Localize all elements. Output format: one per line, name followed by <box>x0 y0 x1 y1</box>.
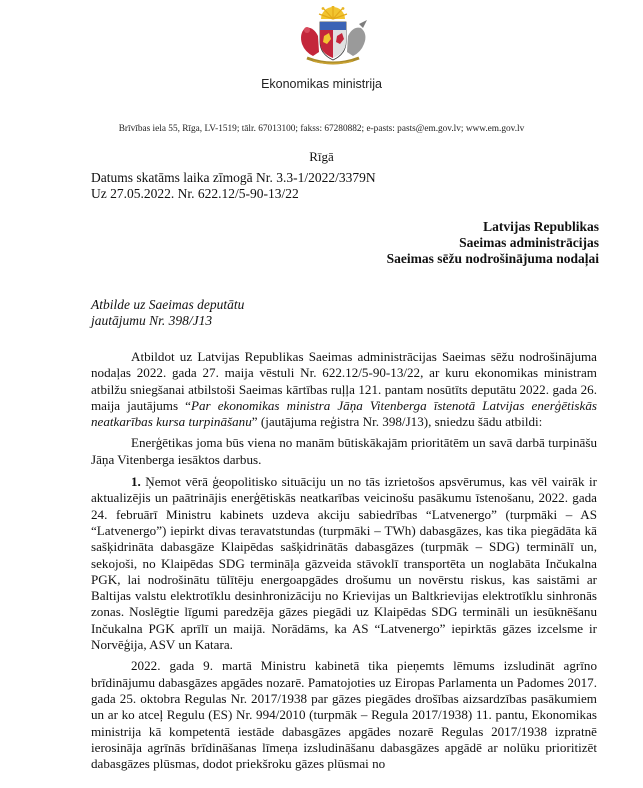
paragraph-1: 1. Ņemot vērā ģeopolitisko situāciju un no tās izrietošos apsvērumus, kas vēl vairāk ir aktualizējis un paātrinājis enerģētiskās neatkarības veicinošu pasākumu īstenošanu, 2022. gada 24. februārī Ministru kabinets uzdeva akciju sabiedrības “Latvenergo” (turpmāki – AS “Latvenergo”) iepirkt divas teravatstundas (turpmāki – TWh) dabasgāzes, kas tika piegādāta kā sašķidrināta dabasgāze Klaipēdas sašķidrinātās dabasgāzes (turpmāk – SDG) terminālī un, sekojoši, no Klaipēdas SDG termināļa gāzveida stāvoklī transportēta un noglabāta Inčukalna PGK, lai nodrošinātu tūlītēju energoapgādes drošumu un novērstu riskus, kas saistāmi ar Baltijas valstu elektrotīklu desinhronizāciju no Krievijas un Baltkrievijas elektrotīklu sinhronās zonas. Noslēgtie līgumi paredzēja gāzes piegādi uz Klaipēdas SDG termināli un iesūknēšanu Inčukalna PGK aprīlī un maijā. Norādāms, ka AS “Latvenergo” iepirktās gāzes izcelsme ir Norvēģija, ASV un Katara. <box>91 474 597 653</box>
subject-line-2: jautājumu Nr. 398/J13 <box>91 313 213 328</box>
subject-line-1: Atbilde uz Saeimas deputātu <box>91 297 245 312</box>
letter-body <box>91 349 597 777</box>
recipient-line-3: Saeimas sēžu nodrošinājuma nodaļai <box>386 251 599 266</box>
paragraph-intro: Atbildot uz Latvijas Republikas Saeimas administrācijas Saeimas sēžu nodrošinājuma nodaļas 2022. gada 27. maija vēstuli Nr. 622.12/5-90-13/22, ar kuru ekonomikas ministram atbilžu sniegšanai atbilstoši Saeimas kārtības ruļļa 121. pantam nosūtīts deputātu 2022. gada 26. maija jautājums “Par ekonomikas ministra Jāņa Vitenberga īstenotā Latvijas enerģētiskās neatkarības kursa turpināšanu” (jautājuma reģistra Nr. 398/J13), sniedzu šādu atbildi: <box>91 349 597 430</box>
ministry-name: Ekonomikas ministrija <box>261 77 382 91</box>
recipient-line-2: Saeimas administrācijas <box>459 235 599 250</box>
paragraph-priorities: Enerģētikas joma būs viena no manām būtiskākajām prioritātēm un savā darbā turpināšu Jāņa Vitenberga iesāktos darbus. <box>91 435 597 467</box>
recipient-line-1: Latvijas Republikas <box>483 219 599 234</box>
reference-number: Uz 27.05.2022. Nr. 622.12/5-90-13/22 <box>91 186 299 201</box>
address-line: Brīvības iela 55, Rīga, LV-1519; tālr. 67013100; fakss: 67280882; e-pasts: pasts@em.gov.lv; www.em.gov.lv <box>118 124 525 134</box>
paragraph-2: 2022. gada 9. martā Ministru kabinetā tika pieņemts lēmums izsludināt agrīno brīdinājumu dabasgāzes apgādes nozarē. Pamatojoties uz Eiropas Parlamenta un Padomes 2017. gada 25. oktobra Regulas Nr. 2017/1938 par gāzes piegādes drošības aizsardzības pasākumiem un ar ko atceļ Regulu (ES) Nr. 994/2010 (turpmāk – Regula 2017/1938) 11. pantu, Ekonomikas ministrija kā kompetentā iestāde dabasgāzes apgādes nozarē Regulas 2017/1938 izpratnē ierosināja agrīnās brīdināšanas līmeņa izsludināšanu dabasgāzes apgādē ar nolūku prioritizēt dabasgāzes plūsmas, dodot priekšroku gāzes plūsmai no <box>91 658 597 772</box>
paragraph-number: 1. <box>131 474 141 490</box>
coat-of-arms-icon <box>293 6 373 70</box>
city: Rīgā <box>309 149 334 164</box>
question-title: Par ekonomikas ministra Jāņa Vitenberga īstenotā Latvijas enerģētiskās neatkarības kursa turpināšanu <box>91 397 597 430</box>
reference-date: Datums skatāms laika zīmogā Nr. 3.3-1/2022/3379N <box>91 170 376 185</box>
